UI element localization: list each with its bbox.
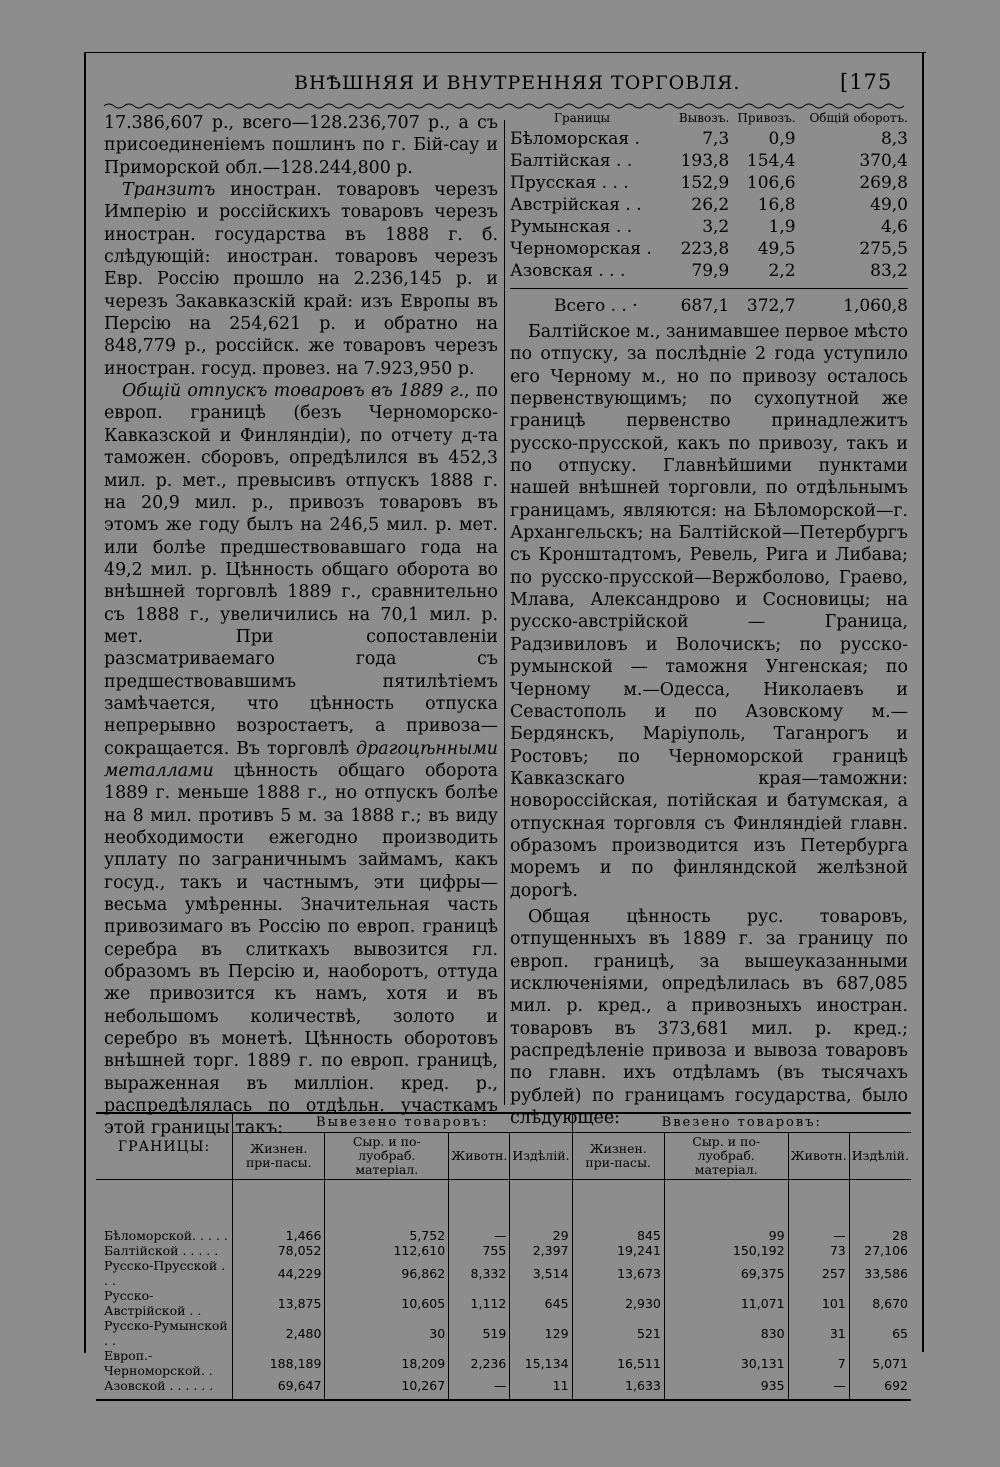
trade-by-category-table — [96, 1112, 911, 1401]
value-cell: 78,052 — [233, 1243, 325, 1258]
value-cell: — — [449, 1228, 510, 1243]
left-paragraph-1: 17.386,607 р., всего—128.236,707 р., а съ присоединеніемъ пошлинъ по г. Бій-сау и Приморской обл.—128.244,800 р. — [104, 113, 498, 178]
value-cell: 65 — [849, 1318, 911, 1348]
sub-header: Издѣлій. — [510, 1133, 572, 1180]
left-paragraph-transit: Транзитъ иностран. товаровъ черезъ Имперію и россійскихъ товаровъ черезъ иностран. государства въ 1888 г. б. слѣдующій: иностран. товаровъ черезъ Евр. Россію прошло на 2.236,145 р. и черезъ Закавказскій край: изъ Европы въ Персію на 254,621 р. и обратно на 848,779 р., россійск. же товаровъ черезъ иностран. госуд. провез. на 7.923,950 р. — [104, 180, 498, 379]
value-cell: 69,375 — [664, 1258, 788, 1288]
border-name-cell: Русско-Румынской . . — [104, 1318, 228, 1348]
table-row — [96, 1378, 911, 1400]
imported-header: Ввезено товаровъ: — [572, 1113, 911, 1133]
value-cell: 692 — [849, 1378, 911, 1400]
value-cell: 223,8 — [680, 239, 730, 259]
border-name-cell: Австрійская . . — [510, 195, 642, 215]
border-turnover-table — [510, 112, 908, 317]
value-cell: 3,2 — [702, 217, 730, 237]
border-name-cell: Балтійской . . . . . — [104, 1243, 219, 1258]
value-cell: — — [788, 1378, 849, 1400]
value-cell: 18,209 — [325, 1348, 449, 1378]
value-cell: 1,466 — [233, 1228, 325, 1243]
value-cell: 26,2 — [691, 195, 730, 215]
value-cell: 99 — [664, 1228, 788, 1243]
table-row — [96, 1243, 911, 1258]
value-cell: 645 — [510, 1288, 572, 1318]
value-cell: 519 — [449, 1318, 510, 1348]
value-cell: 193,8 — [680, 151, 730, 171]
value-cell: 10,267 — [325, 1378, 449, 1400]
value-cell: 1,112 — [449, 1288, 510, 1318]
total-row — [510, 289, 908, 318]
value-cell: 106,6 — [746, 173, 796, 193]
value-cell: 269,8 — [859, 173, 908, 193]
page-frame-right — [922, 52, 924, 1352]
value-cell: 152,9 — [680, 173, 730, 193]
sub-header: Жизнен. при-пасы. — [572, 1133, 664, 1180]
sub-header: Сыр. и по-луобраб. матеріал. — [325, 1133, 449, 1180]
value-cell: 19,241 — [572, 1243, 664, 1258]
sub-header: Животн. — [788, 1133, 849, 1180]
value-cell: 370,4 — [859, 151, 908, 171]
table-row — [510, 260, 908, 282]
value-cell: 83,2 — [870, 261, 908, 281]
value-cell: 101 — [788, 1288, 849, 1318]
col-header-export: Вывозъ. — [678, 111, 730, 125]
table-row — [510, 216, 908, 238]
value-cell: 935 — [664, 1378, 788, 1400]
value-cell: 79,9 — [691, 261, 730, 281]
value-cell: 31 — [788, 1318, 849, 1348]
border-name-cell: Черноморская . — [510, 239, 652, 259]
border-name-cell: Балтійская . . — [510, 151, 633, 171]
value-cell: 2,2 — [768, 261, 796, 281]
borders-header: ГРАНИЦЫ: — [96, 1113, 233, 1180]
value-cell: 188,189 — [233, 1348, 325, 1378]
right-column — [510, 112, 908, 1129]
page-number: [175 — [840, 70, 893, 94]
table-row — [96, 1288, 911, 1318]
value-cell: 2,236 — [449, 1348, 510, 1378]
value-cell: 15,134 — [510, 1348, 572, 1378]
value-cell: 150,192 — [664, 1243, 788, 1258]
value-cell: 1,9 — [768, 217, 796, 237]
table-row — [510, 172, 908, 194]
value-cell: 27,106 — [849, 1243, 911, 1258]
value-cell: 33,586 — [849, 1258, 911, 1288]
value-cell: 49,0 — [870, 195, 908, 215]
table-row — [510, 128, 908, 150]
value-cell: 845 — [572, 1228, 664, 1243]
table-row — [96, 1228, 911, 1243]
total-label: Всего . . · — [510, 289, 672, 318]
table-row — [510, 150, 908, 172]
col-header-border: Границы — [554, 111, 611, 125]
border-name-cell: Азовской . . . . . . — [96, 1378, 233, 1400]
value-cell: 30 — [325, 1318, 449, 1348]
total-value: 372,7 — [729, 289, 795, 318]
value-cell: 13,875 — [233, 1288, 325, 1318]
value-cell: 5,752 — [325, 1228, 449, 1243]
border-name-cell: Русско-Прусской . . . — [104, 1258, 226, 1288]
sub-header: Жизнен. при-пасы. — [233, 1133, 325, 1180]
table-row — [96, 1318, 911, 1348]
value-cell: 10,605 — [325, 1288, 449, 1318]
header-ornament — [104, 102, 904, 110]
table-row — [96, 1258, 911, 1288]
value-cell: 129 — [510, 1318, 572, 1348]
value-cell: 96,862 — [325, 1258, 449, 1288]
value-cell: 2,480 — [233, 1318, 325, 1348]
running-header — [96, 66, 906, 100]
value-cell: 44,229 — [233, 1258, 325, 1288]
left-paragraph-general: Общій отпускъ товаровъ въ 1889 г., по европ. границѣ (безъ Черноморско-Кавказской и Финляндіи), по отчету д-та таможен. сборовъ, опредѣлился въ 452,3 мил. р. мет., превысивъ отпускъ 1888 г. на 20,9 мил. р., привозъ товаровъ въ этомъ же году былъ на 246,5 мил. р. мет. или болѣе предшествовавшаго года на 49,2 мил. р. Цѣнность общаго оборота во внѣшней торговлѣ 1889 г., сравнительно съ 1888 г., увеличились на 70,1 мил. р. мет. При сопоставленіи разсматриваемаго года съ предшествовавшимъ пятилѣтіемъ замѣчается, что цѣнность отпуска непрерывно возростаетъ, а привоза—сокращается. Въ торговлѣ драгоцѣнными металлами цѣнность общаго оборота 1889 г. меньше 1888 г., но отпускъ болѣе на 8 мил. противъ 5 м. за 1888 г.; въ виду необходимости ежегодно производить уплату по заграничнымъ займамъ, какъ госуд., такъ и частнымъ, эти цифры—весьма умѣренны. Значительная часть привозимаго въ Россію по европ. границѣ серебра въ слиткахъ вывозится гл. образомъ въ Персію и, наоборотъ, оттуда же привозится къ намъ, хотя и въ небольшомъ количествѣ, золото и серебро въ монетѣ. Цѣнность оборотовъ внѣшней торг. 1889 г. по европ. границѣ, выраженная въ милліон. кред. р., распредѣлялась по отдѣльн. участкамъ этой границы такъ: — [104, 381, 498, 1139]
value-cell: 830 — [664, 1318, 788, 1348]
border-name-cell: Бѣломорской. . . . . — [104, 1228, 228, 1243]
border-name-cell: Европ.-Черноморской. . — [104, 1348, 213, 1378]
table-row — [510, 194, 908, 216]
value-cell: 49,5 — [757, 239, 796, 259]
border-name-cell: Азовская . . . — [510, 261, 626, 281]
value-cell: 2,930 — [572, 1288, 664, 1318]
value-cell: 8,332 — [449, 1258, 510, 1288]
value-cell: 275,5 — [859, 239, 908, 259]
value-cell: 2,397 — [510, 1243, 572, 1258]
col-header-total: Общій оборотъ. — [809, 111, 908, 125]
value-cell: 755 — [449, 1243, 510, 1258]
column-divider — [504, 120, 505, 1105]
value-cell: 0,9 — [768, 129, 796, 149]
value-cell: 521 — [572, 1318, 664, 1348]
italic-term: Общій отпускъ товаровъ въ 1889 г. — [122, 381, 465, 402]
italic-term: драгоцѣнными металлами — [104, 738, 498, 781]
value-cell: 154,4 — [746, 151, 796, 171]
sub-header: Животн. — [449, 1133, 510, 1180]
sub-header: Издѣлій. — [849, 1133, 911, 1180]
value-cell: 7 — [788, 1348, 849, 1378]
sub-header: Сыр. и по-луобраб. матеріал. — [664, 1133, 788, 1180]
value-cell: — — [449, 1378, 510, 1400]
exported-header: Вывезено товаровъ: — [233, 1113, 572, 1133]
value-cell: 69,647 — [233, 1378, 325, 1400]
border-name-cell: Румынская . . — [510, 217, 633, 237]
value-cell: 4,6 — [880, 217, 908, 237]
value-cell: 13,673 — [572, 1258, 664, 1288]
value-cell: 7,3 — [702, 129, 730, 149]
total-value: 1,060,8 — [796, 289, 908, 318]
value-cell: 3,514 — [510, 1258, 572, 1288]
value-cell: 112,610 — [325, 1243, 449, 1258]
value-cell: 11,071 — [664, 1288, 788, 1318]
value-cell: 8,3 — [880, 129, 908, 149]
value-cell: 8,670 — [849, 1288, 911, 1318]
right-paragraph-1: Балтійское м., занимавшее первое мѣсто по отпуску, за послѣдніе 2 года уступило его Черному м., но по привозу осталось первенствующимъ; по сухопутной же границѣ первенство принадлежитъ русско-прусской, какъ по привозу, такъ и по отпуску. Главнѣйшими пунктами нашей внѣшней торговли, по отдѣльнымъ границамъ, являются: на Бѣломорской—г. Архангельскъ; на Балтійской—Петербургъ съ Кронштадтомъ, Ревель, Рига и Либава; по русско-прусской—Вержболово, Граево, Млава, Александрово и Сосновицы; на русско-австрійской — Граница, Радзивиловъ и Волочискъ; по русско-румынской — таможня Унгенская; по Черному м.—Одесса, Николаевъ и Севастополь и по Азовскому м.—Бердянскъ, Маріуполь, Таганрогъ и Ростовъ; по Черноморской границѣ Кавказскаго края—таможни: новороссійская, потійская и батумская, а отпускная торговля съ Финляндіей главн. образомъ производится изъ Петербурга моремъ и по финляндской желѣзной дорогѣ. — [510, 322, 908, 901]
left-column — [104, 112, 498, 1140]
value-cell: 1,633 — [572, 1378, 664, 1400]
value-cell: 30,131 — [664, 1348, 788, 1378]
italic-term: Транзитъ — [122, 180, 216, 201]
value-cell: 16,511 — [572, 1348, 664, 1378]
table-row — [510, 238, 908, 260]
header-title: ВНѢШНЯЯ И ВНУТРЕННЯЯ ТОРГОВЛЯ. — [294, 72, 741, 94]
border-name-cell: Бѣломорская . — [510, 129, 640, 149]
border-name-cell: Прусская . . . — [510, 173, 629, 193]
value-cell: — — [788, 1228, 849, 1243]
value-cell: 257 — [788, 1258, 849, 1288]
table-row — [96, 1348, 911, 1378]
col-header-import: Привозъ. — [737, 111, 796, 125]
value-cell: 73 — [788, 1243, 849, 1258]
right-paragraph-2: Общая цѣнность рус. товаровъ, отпущенныхъ въ 1889 г. за границу по европ. границѣ, за вышеуказанными исключеніями, опредѣлилась въ 687,085 мил. р. кред., а привозныхъ иностран. товаровъ въ 373,681 мил. р. кред.; распредѣленіе привоза и вывоза товаровъ по главн. ихъ отдѣламъ (въ тысячахъ рублей) по границамъ государства, было слѣдующее: — [510, 906, 908, 1129]
value-cell: 29 — [510, 1228, 572, 1243]
value-cell: 5,071 — [849, 1348, 911, 1378]
value-cell: 28 — [849, 1228, 911, 1243]
total-value: 687,1 — [672, 289, 729, 318]
value-cell: 11 — [510, 1378, 572, 1400]
value-cell: 16,8 — [757, 195, 796, 215]
border-name-cell: Русско-Австрійской . . — [104, 1288, 202, 1318]
